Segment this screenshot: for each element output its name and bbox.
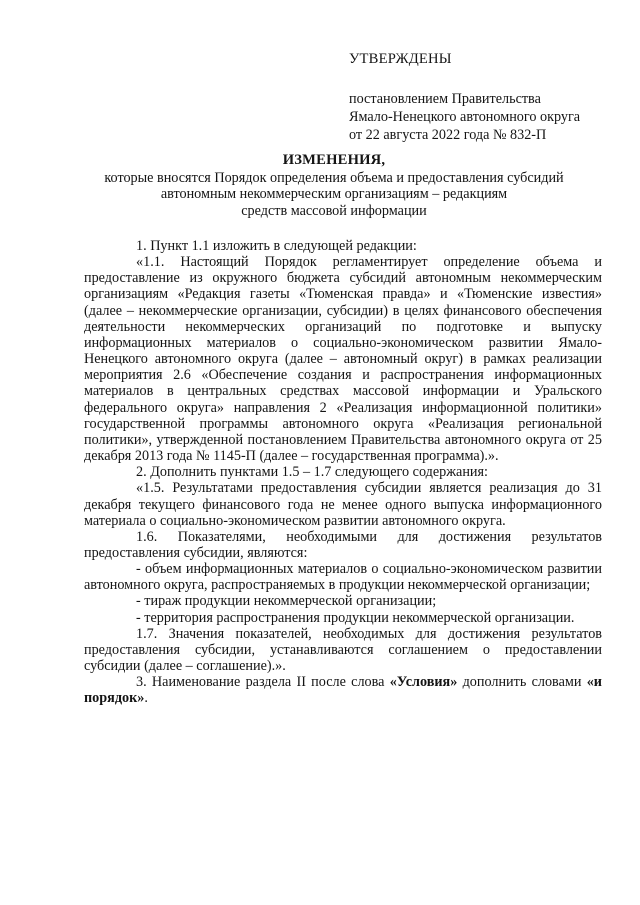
approval-heading: УТВЕРЖДЕНЫ: [349, 51, 452, 67]
document-title-block: [84, 152, 584, 219]
document-title: ИЗМЕНЕНИЯ,: [282, 152, 386, 168]
approval-stamp: [349, 50, 619, 144]
paragraph-1-1: «1.1. Настоящий Порядок регламентирует определение объема и предоставление из окружного бюджета субсидий автономным некоммерческим организациям «Редакция газеты «Тюменская правда» и «Тюменские известия» (далее – некоммерческие организации, субсидии) в целях финансового обеспечения деятельности некоммерческих организаций по подготовке и выпуску информационных материалов о социально-экономическом развитии Ямало-Ненецкого автономного округа (далее – автономный округ) в рамках реализации мероприятия 2.6 «Обеспечение создания и распространения информационных материалов в центральных средствах массовой информации и Уральского федерального округа» направления 2 «Реализация информационной политики» государственной программы автономного округа «Реализация региональной политики», утвержденной постановлением Правительства автономного округа от 25 декабря 2013 года № 1145-П (далее – государственная программа).».: [84, 254, 602, 465]
paragraph-item-2: 2. Дополнить пунктами 1.5 – 1.7 следующего содержания:: [136, 464, 488, 481]
paragraph-1-7: 1.7. Значения показателей, необходимых для достижения результатов предоставления субсидии, устанавливаются соглашением о предоставлении субсидии (далее – соглашение).».: [84, 625, 602, 675]
item-3-bold-conditions: «Условия»: [389, 674, 458, 691]
item-3-text-mid: дополнить словами: [457, 674, 587, 691]
approval-line-3: от 22 августа 2022 года № 832-П: [349, 127, 547, 143]
paragraph-1-6: 1.6. Показателями, необходимыми для достижения результатов предоставления субсидии, являются:: [84, 528, 602, 561]
document-body: [84, 238, 602, 707]
paragraph-item-1: 1. Пункт 1.1 изложить в следующей редакции:: [136, 238, 417, 254]
indicator-volume: - объем информационных материалов о социально-экономическом развитии автономного округа, распространяемых в продукции некоммерческой организации;: [84, 561, 602, 594]
item-3-text-end: .: [144, 690, 148, 707]
paragraph-item-3: [84, 674, 602, 706]
indicator-territory: - территория распространения продукции некоммерческой организации.: [136, 609, 575, 626]
document-subtitle-line-3: средств массовой информации: [241, 202, 427, 219]
approval-line-2: Ямало-Ненецкого автономного округа: [349, 109, 581, 125]
paragraph-1-5: «1.5. Результатами предоставления субсидии является реализация до 31 декабря текущего финансового года не менее одного выпуска информационного материала о социально-экономическом развитии автономного округа.: [84, 480, 602, 529]
item-3-text-start: 3. Наименование раздела II после слова: [136, 674, 390, 691]
document-subtitle-line-2: автономным некоммерческим организациям – редакциям: [160, 186, 508, 202]
document-subtitle-line-1: которые вносятся Порядок определения объема и предоставления субсидий: [104, 169, 564, 186]
indicator-circulation: - тираж продукции некоммерческой организации;: [136, 593, 437, 610]
item-3-bold-and-order: «и порядок»: [84, 674, 602, 707]
approval-line-1: постановлением Правительства: [349, 91, 541, 107]
